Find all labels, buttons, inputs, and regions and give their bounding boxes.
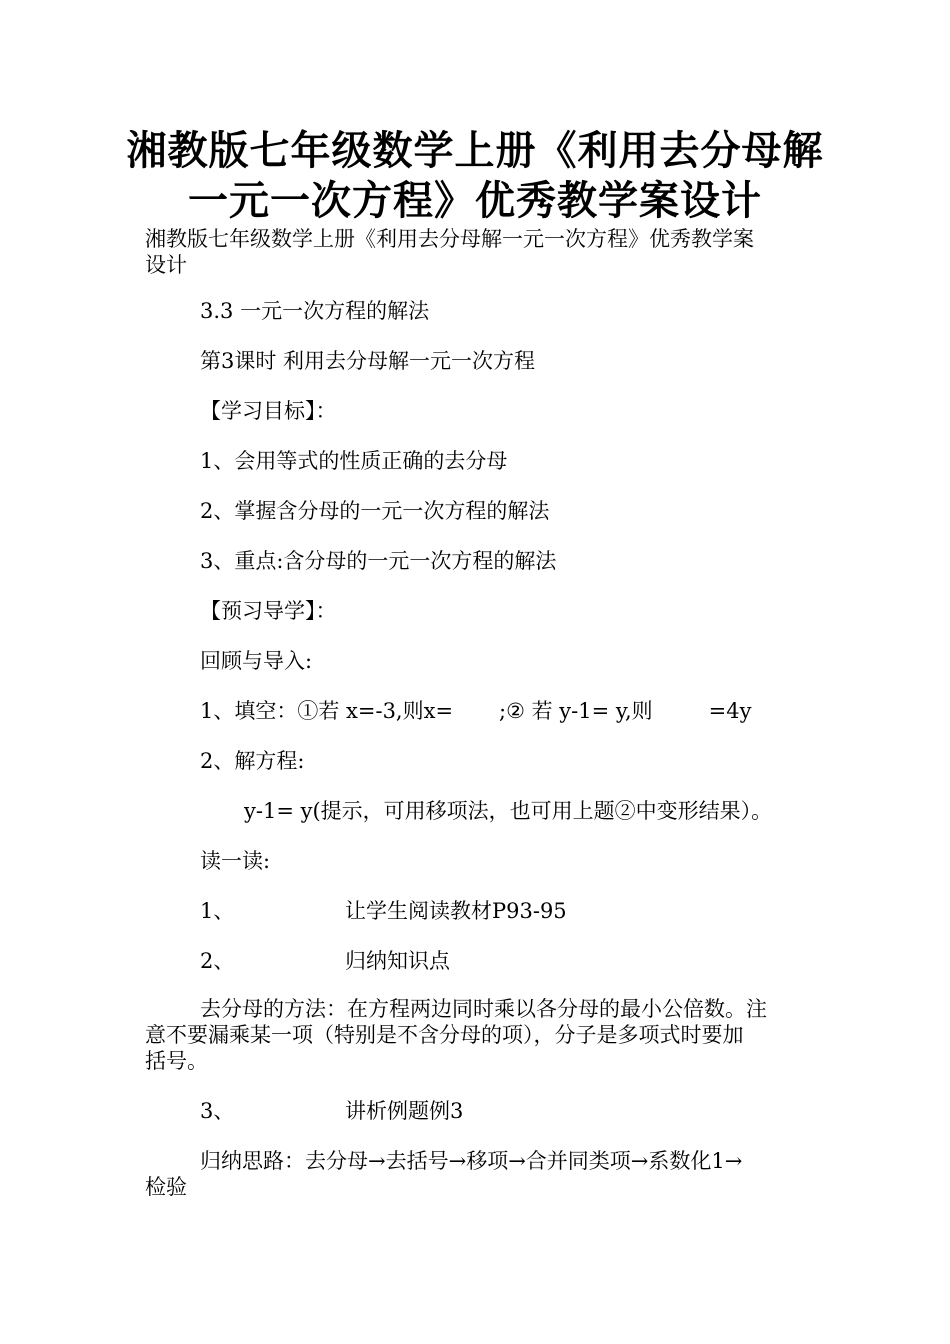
subtitle-line-2: 设计: [145, 253, 187, 277]
fill-part-1: 1、填空：①若 x=-3,则x=: [200, 699, 454, 723]
method-paragraph-line-3: 括号。: [145, 1049, 208, 1073]
subtitle-line-1: 湘教版七年级数学上册《利用去分母解一元一次方程》优秀教学案: [145, 227, 754, 251]
fill-in-question: [200, 698, 751, 724]
solve-equation: y-1= y(提示，可用移项法，也可用上题②中变形结果）。: [244, 799, 773, 823]
goals-heading: 【学习目标】：: [200, 399, 337, 423]
method-paragraph-line-1: 去分母的方法：在方程两边同时乘以各分母的最小公倍数。注: [200, 997, 767, 1021]
goal-item: 3、重点:含分母的一元一次方程的解法: [200, 549, 557, 573]
fill-part-2: ;② 若 y-1= y,则: [499, 699, 653, 723]
method-paragraph-line-2: 意不要漏乘某一项（特别是不含分母的项），分子是多项式时要加: [145, 1023, 744, 1047]
steps-paragraph-line-1: 归纳思路：去分母→去括号→移项→合并同类项→系数化1→: [200, 1149, 743, 1173]
lesson-heading: 第3课时 利用去分母解一元一次方程: [200, 349, 536, 373]
fill-part-3: =4y: [708, 699, 752, 723]
solve-heading: 2、解方程:: [200, 749, 305, 773]
goal-item: 1、会用等式的性质正确的去分母: [200, 449, 508, 473]
read-item-text: 归纳知识点: [345, 949, 450, 973]
example-item-text: 讲析例题例3: [345, 1099, 464, 1123]
read-item-number: 2、: [200, 949, 235, 973]
read-item-number: 1、: [200, 899, 235, 923]
example-item-number: 3、: [200, 1099, 235, 1123]
preview-heading: 【预习导学】：: [200, 599, 337, 623]
section-heading: 3.3 一元一次方程的解法: [200, 299, 430, 323]
read-heading: 读一读:: [200, 849, 271, 873]
document-title-line-2: 一元一次方程》优秀教学案设计: [188, 178, 762, 224]
document-title-line-1: 湘教版七年级数学上册《利用去分母解: [126, 128, 824, 174]
steps-paragraph-line-2: 检验: [145, 1175, 187, 1199]
goal-item: 2、掌握含分母的一元一次方程的解法: [200, 499, 550, 523]
review-heading: 回顾与导入:: [200, 649, 313, 673]
read-item-text: 让学生阅读教材P93-95: [345, 899, 567, 923]
